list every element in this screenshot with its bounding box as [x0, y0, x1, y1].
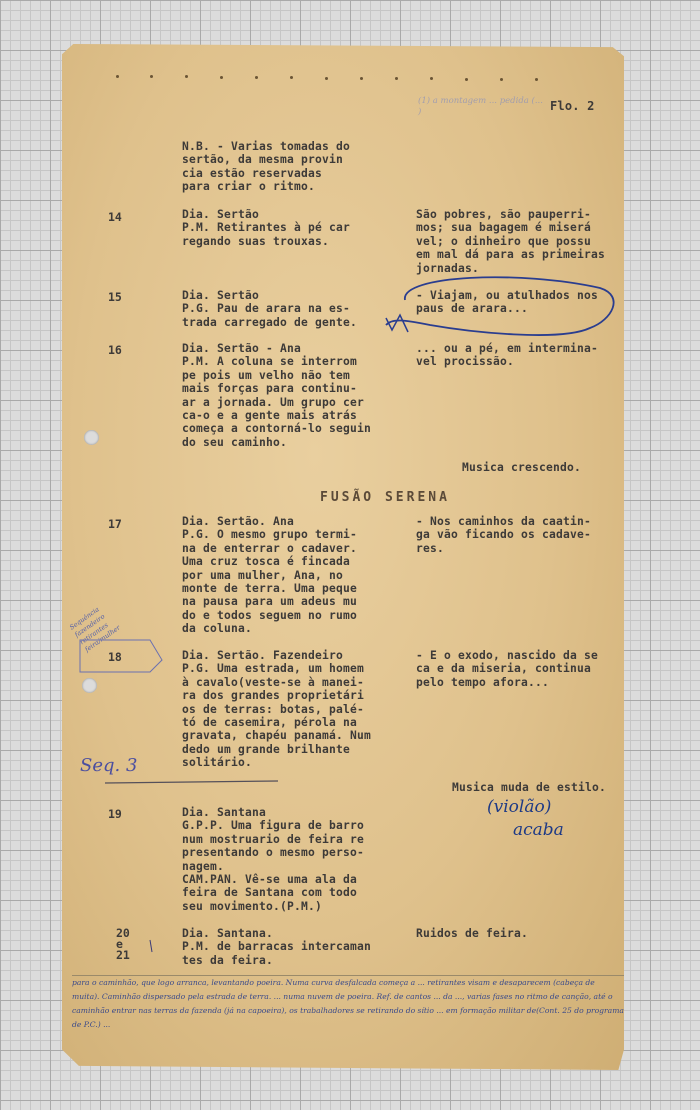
- punch-mark: [325, 77, 328, 80]
- page-number: Flo. 2: [550, 99, 595, 113]
- punch-mark: [220, 76, 223, 79]
- scene-number: 18: [108, 650, 122, 664]
- punch-mark: [465, 78, 468, 81]
- scene-number: 19: [108, 807, 122, 821]
- scene-description: Dia. Sertão - Ana P.M. A coluna se interrom pe pois um velho não tem mais forças para continu- ar a jornada. Um grupo cer ca-o e a gente mais atrás começa a contorná-lo seguin do seu caminho.: [182, 342, 372, 449]
- punch-mark: [500, 78, 503, 81]
- binder-hole: [82, 678, 97, 693]
- scene-number: 15: [108, 290, 122, 304]
- punch-mark: [360, 77, 363, 80]
- scene-description: Dia. Sertão P.M. Retirantes à pé car regando suas trouxas.: [182, 208, 351, 248]
- binder-hole: [84, 430, 99, 445]
- music-cue: Musica crescendo.: [462, 461, 582, 474]
- scene-narration: - Nos caminhos da caatin- ga vão ficando os cadave- res.: [416, 515, 592, 555]
- scene-description: Dia. Sertão P.G. Pau de arara na es- trada carregado de gente.: [182, 289, 358, 329]
- scene-description: Dia. Santana G.P.P. Uma figura de barro num mostruario de feira re presentando o mesmo perso- nagem. CAM.PAN. Vê-se uma ala da feira de Santana com todo seu movimento.(P.M.): [182, 806, 365, 913]
- punch-mark: [116, 75, 119, 78]
- scene-number: 17: [108, 517, 122, 531]
- handwritten-sequence-label: Seq. 3: [80, 755, 138, 776]
- scene-narration: - Viajam, ou atulhados nos paus de arara...: [416, 289, 599, 316]
- scene-description: Dia. Sertão. Ana P.G. O mesmo grupo termi- na de enterrar o cadaver. Uma cruz tosca é fincada por uma mulher, Ana, no monte de terra. Uma peque na pausa para um adeus mu do e todos seguem no rumo da coluna.: [182, 515, 358, 636]
- scene-narration: ... ou a pé, em intermina- vel procissão.: [416, 342, 599, 369]
- scene-number: 14: [108, 210, 122, 224]
- handwritten-side-note: Sequência fazendeiro retirantes feira/mulher: [68, 605, 122, 654]
- punch-mark: [535, 78, 538, 81]
- intro-note: N.B. - Varias tomadas do sertão, da mesma provin cia estão reservadas para criar o ritmo.: [182, 140, 351, 194]
- scene-narration: - E o exodo, nascido da se ca e da miseria, continua pelo tempo afora...: [416, 649, 599, 689]
- punch-mark: [430, 77, 433, 80]
- faint-pencil-note: (1) a montagem ... pedida (... ): [418, 96, 543, 117]
- scene-narration: São pobres, são pauperri- mos; sua bagagem é miserá vel; o dinheiro que possu em mal dá para as primeiras jornadas.: [416, 208, 606, 275]
- punch-mark: [395, 77, 398, 80]
- scene-description: Dia. Santana. P.M. de barracas intercaman tes da feira.: [182, 927, 372, 967]
- punch-mark: [255, 76, 258, 79]
- transition-title: FUSÃO SERENA: [320, 490, 450, 505]
- punch-mark: [290, 76, 293, 79]
- handwritten-violao: (violão): [487, 797, 552, 817]
- scene-number: 16: [108, 343, 122, 357]
- scene-narration: Ruidos de feira.: [416, 927, 529, 940]
- scene-description: Dia. Sertão. Fazendeiro P.G. Uma estrada, um homem à cavalo(veste-se à manei- ra dos grandes proprietári os de terras: botas, palé- tó de casemira, pérola na gravata, chapéu panamá. Num dedo um grande brilhante solitário.: [182, 649, 372, 770]
- music-cue: Musica muda de estilo.: [452, 781, 607, 794]
- punch-mark: [185, 75, 188, 78]
- punch-mark: [150, 75, 153, 78]
- handwritten-acaba: acaba: [513, 820, 564, 840]
- scene-number: 20 e 21: [116, 926, 130, 962]
- handwritten-bottom-note: para o caminhão, que logo arranca, levantando poeira. Numa curva desfalcada começa a ... retirantes visam e desaparecem (cabeça de muita). Caminhão dispersado pela estrada de terra. ... numa nuvem de poeira. Ref. de cantos ... da ..., varias fases no ritmo de canção, até o caminhão entrar nas terras da fazenda (já na capoeira), os trabalhadores se retirando do sítio ... em formação militar de(Cont. 25 do programa de P.C.) ...: [72, 975, 624, 1032]
